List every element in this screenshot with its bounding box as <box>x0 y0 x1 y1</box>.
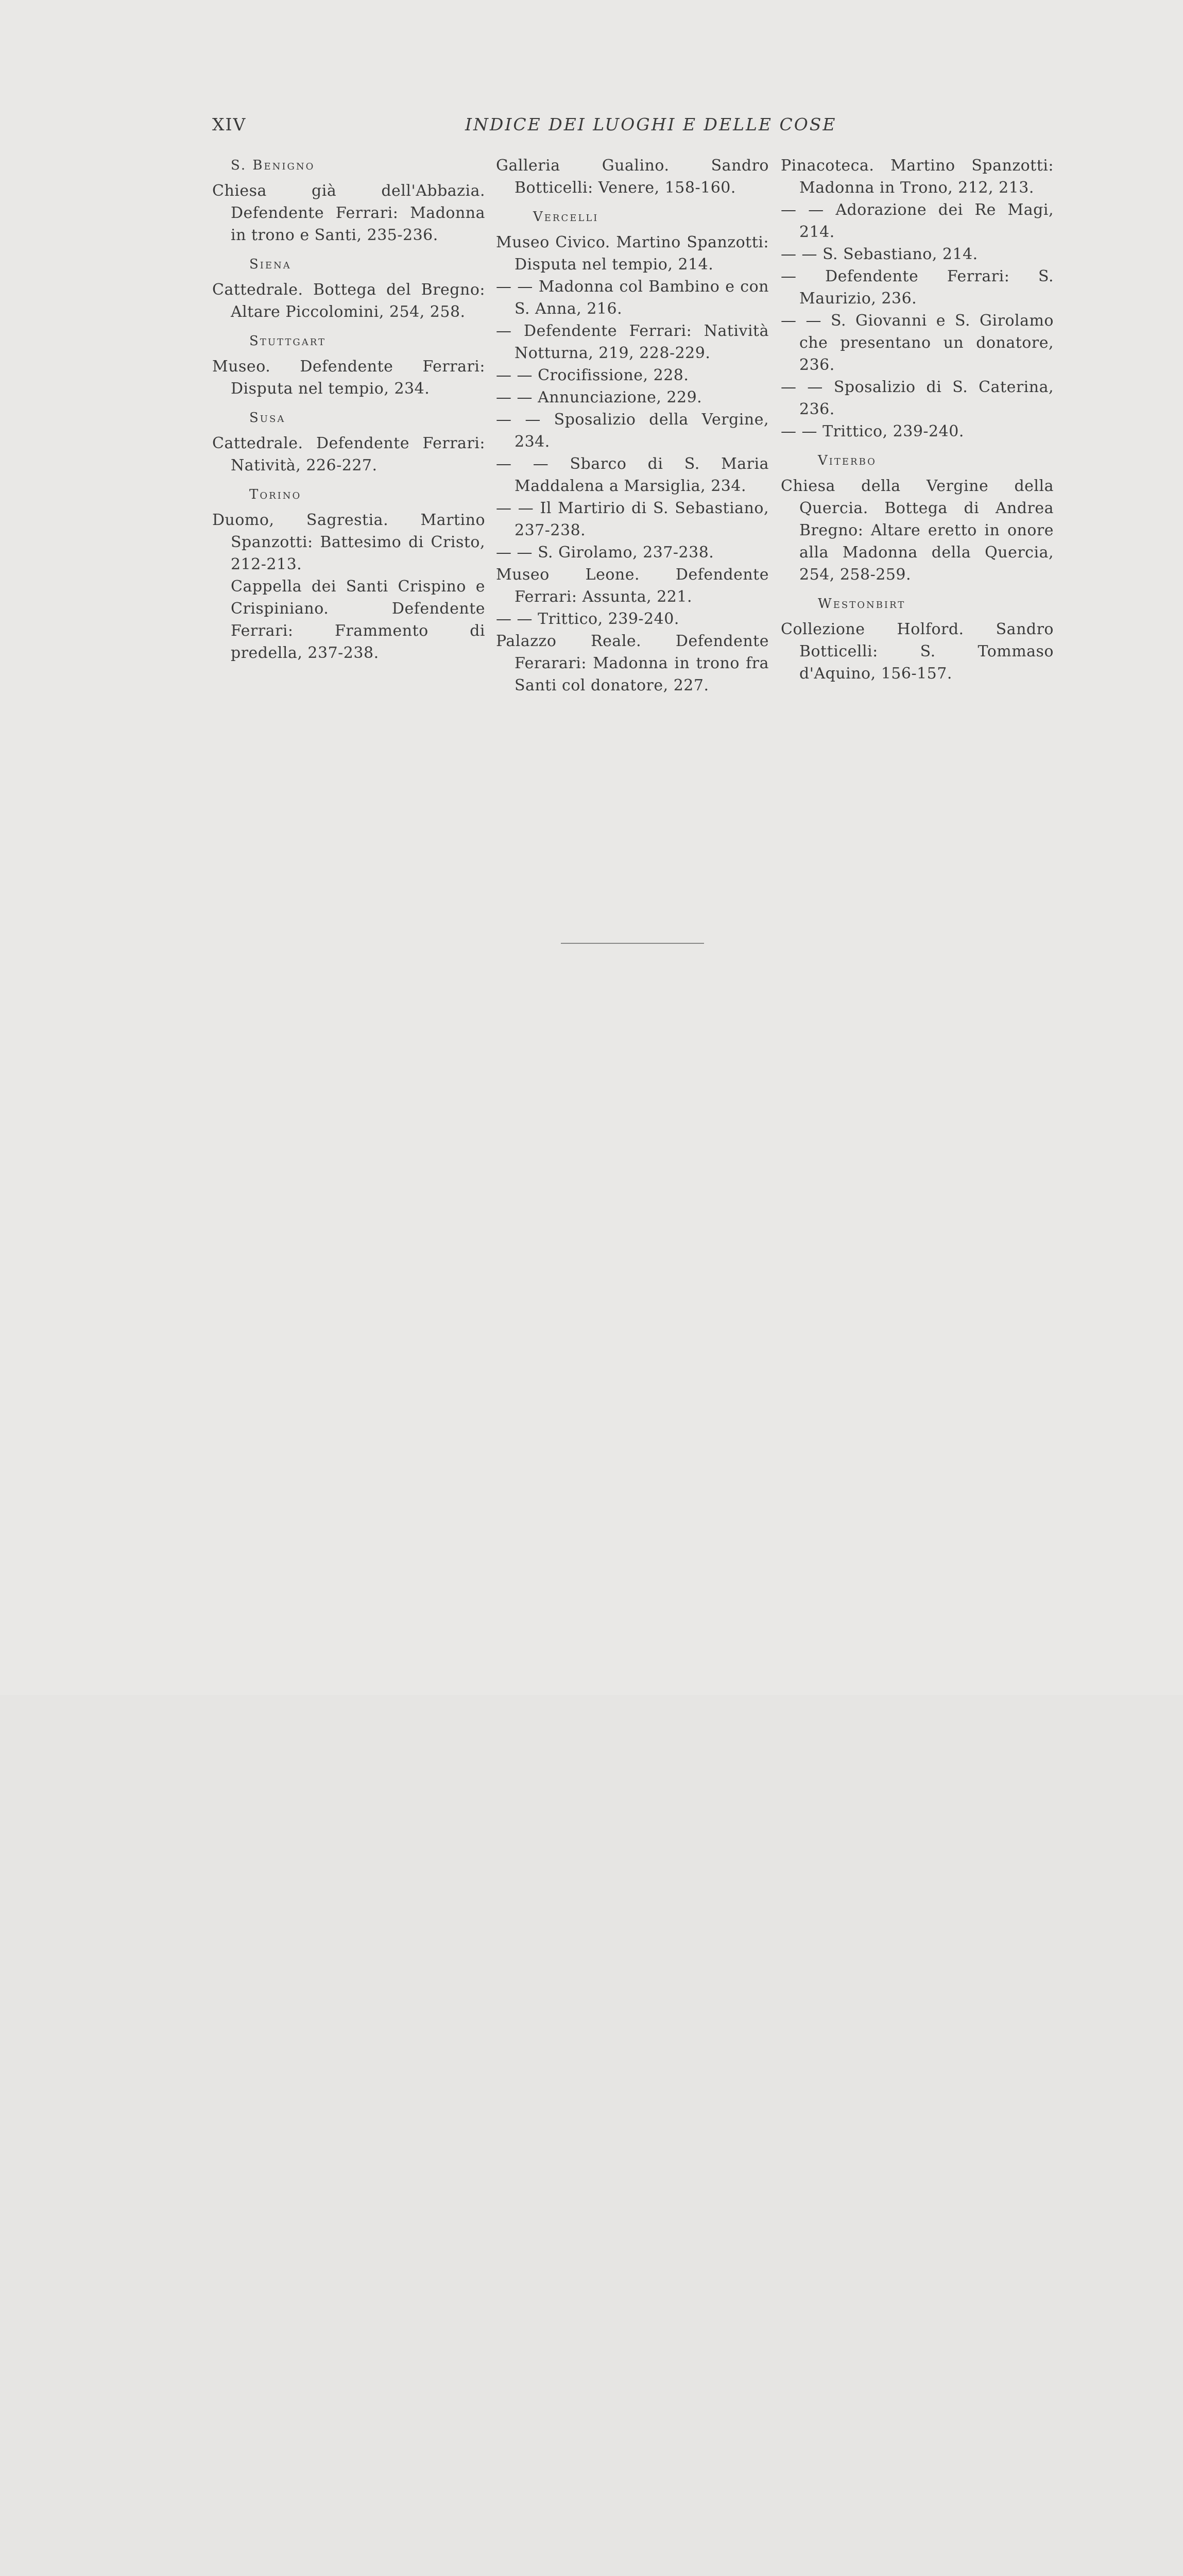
index-entry: — Defendente Ferrari: Natività Notturna, 219, 228-229. <box>496 322 769 362</box>
index-entry: Chiesa della Vergine della Quercia. Bottega di Andrea Bregno: Altare eretto in onore alla Madonna della Quercia, 254, 258-259. <box>781 477 1054 584</box>
index-entry: Cattedrale. Defendente Ferrari: Natività, 226-227. <box>212 434 485 474</box>
index-entry: Museo Civico. Martino Spanzotti: Disputa nel tempio, 214. <box>496 233 769 274</box>
page-number: XIV <box>212 114 247 134</box>
index-entry: Museo. Defendente Ferrari: Disputa nel tempio, 234. <box>212 358 485 398</box>
index-entry: Palazzo Reale. Defendente Ferarari: Madonna in trono fra Santi col donatore, 227. <box>496 632 769 694</box>
section-heading: S. Benigno <box>231 158 315 173</box>
index-entry: — — Trittico, 239-240. <box>781 422 964 440</box>
section-heading: Siena <box>249 257 292 272</box>
index-entry: Duomo, Sagrestia. Martino Spanzotti: Battesimo di Cristo, 212-213. <box>212 511 485 573</box>
index-entry: — — Sposalizio di S. Caterina, 236. <box>781 378 1054 418</box>
index-entry: — — Il Martirio di S. Sebastiano, 237-238. <box>496 499 769 539</box>
index-entry: — — S. Giovanni e S. Girolamo che presentano un donatore, 236. <box>781 312 1054 374</box>
index-entry: — — Annunciazione, 229. <box>496 388 702 406</box>
index-column-1 <box>212 155 485 664</box>
index-entry: Galleria Gualino. Sandro Botticelli: Venere, 158-160. <box>496 157 769 197</box>
index-entry: Collezione Holford. Sandro Botticelli: S. Tommaso d'Aquino, 156-157. <box>781 620 1054 683</box>
index-entry: Museo Leone. Defendente Ferrari: Assunta, 221. <box>496 566 769 606</box>
section-heading: Susa <box>249 410 286 426</box>
index-entry: — — Adorazione dei Re Magi, 214. <box>781 201 1054 241</box>
index-entry: — — Sbarco di S. Maria Maddalena a Marsiglia, 234. <box>496 455 769 495</box>
section-heading: Vercelli <box>533 209 599 225</box>
end-rule <box>561 943 704 944</box>
index-entry: — — Trittico, 239-240. <box>496 610 679 628</box>
index-entry: Cattedrale. Bottega del Bregno: Altare Piccolomini, 254, 258. <box>212 281 485 321</box>
viewer-footer <box>0 1695 1183 1780</box>
running-title: INDICE DEI LUOGHI E DELLE COSE <box>465 114 837 134</box>
index-entry: — — S. Girolamo, 237-238. <box>496 544 714 562</box>
index-entry: Pinacoteca. Martino Spanzotti: Madonna in Trono, 212, 213. <box>781 157 1054 197</box>
section-heading: Torino <box>249 487 302 502</box>
index-entry: — — Sposalizio della Vergine, 234. <box>496 411 769 451</box>
index-entry: — — Crocifissione, 228. <box>496 366 689 384</box>
section-heading: Westonbirt <box>818 596 906 612</box>
index-entry: — Defendente Ferrari: S. Maurizio, 236. <box>781 267 1054 308</box>
index-column-2 <box>496 155 769 697</box>
section-heading: Stuttgart <box>249 333 326 349</box>
section-heading: Viterbo <box>818 453 877 468</box>
index-entry: Cappella dei Santi Crispino e Crispiniano. Defendente Ferrari: Frammento di predella, 237-238. <box>231 578 485 662</box>
index-entry: Chiesa già dell'Abbazia. Defendente Ferrari: Madonna in trono e Santi, 235-236. <box>212 182 485 244</box>
index-entry: — — Madonna col Bambino e con S. Anna, 216. <box>496 278 769 318</box>
index-entry: — — S. Sebastiano, 214. <box>781 245 978 263</box>
index-column-3 <box>781 155 1054 685</box>
